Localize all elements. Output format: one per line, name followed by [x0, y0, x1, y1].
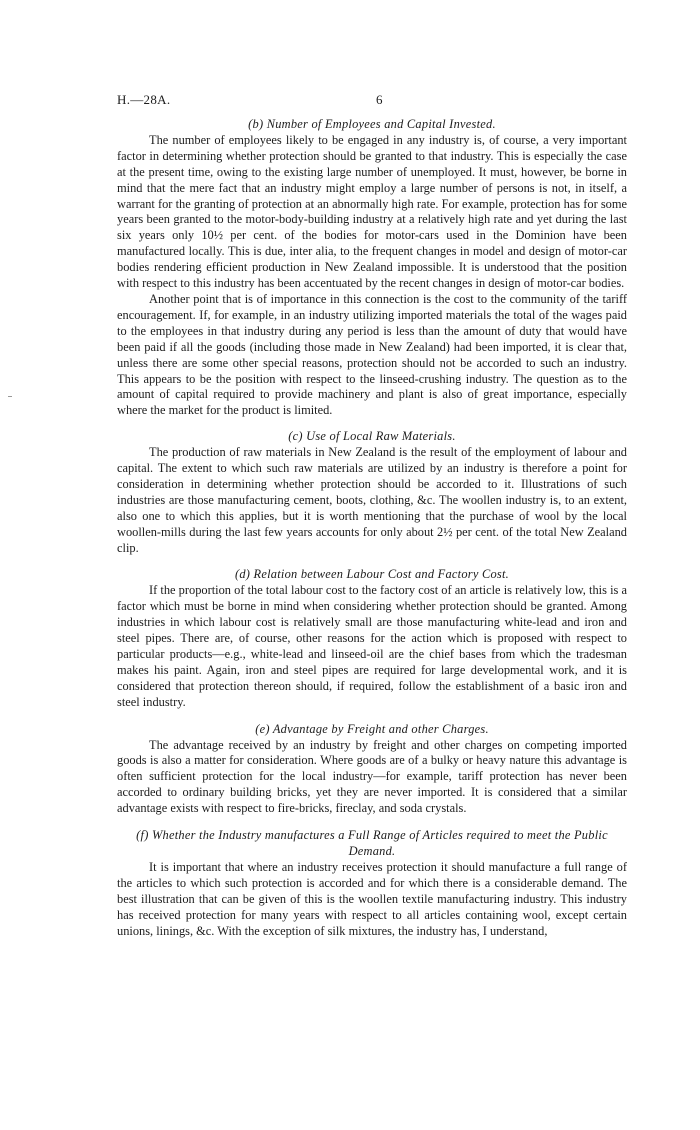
paragraph: The number of employees likely to be engaged in any industry is, of course, a very important factor in determining whether protection should be granted to that industry. This is especially the case at the present time, owing to the existing large number of unemployed. It must, however, be borne in mind that the mere fact that an industry might employ a large number of persons is not, in itself, a warrant for the granting of protection at an abnormally high rate. For example, protection has for some years been granted to the motor-body-building industry at a relatively high rate and yet during the last six years only 10½ per cent. of the bodies for motor-cars used in the Dominion have been manufactured locally. This is due, inter alia, to the frequent changes in model and design of motor-car bodies rendering efficient production in New Zealand impossible. It is understood that the position with respect to this industry has been accentuated by the recent changes in design of motor-car bodies.	[117, 132, 627, 291]
section-heading-c: (c) Use of Local Raw Materials.	[288, 429, 456, 444]
paragraph: Another point that is of importance in this connection is the cost to the community of the tariff encouragement. If, for example, in an industry utilizing imported materials the total of the wages paid to the employees in that industry during any period is less than the amount of duty that would have been paid if all the goods (including those made in New Zealand) had been imported, it is clear that, unless there are some other special reasons, protection should not be accorded to such an industry. This appears to be the position with respect to the linseed-crushing industry. The question as to the amount of capital required to provide machinery and plant is also of great importance, especially where the market for the product is limited.	[117, 291, 627, 418]
page-header	[117, 92, 627, 108]
paragraph: It is important that where an industry receives protection it should manufacture a full range of the articles to which such protection is accorded and for which there is a considerable demand. The best illustration that can be given of this is the woollen textile manufacturing industry. This industry has received protection for many years with respect to all articles containing wool, except certain unions, linings, &c. With the exception of silk mixtures, the industry has, I understand,	[117, 859, 627, 938]
paragraph: The advantage received by an industry by freight and other charges on competing imported goods is also a matter for consideration. Where goods are of a bulky or heavy nature this advantage is often sufficient protection for the local industry—for example, tariff protection has never been accorded to ordinary building bricks, yet they are never imported. It is considered that a similar advantage exists with respect to fire-bricks, fireclay, and soda crystals.	[117, 737, 627, 816]
document-reference: H.—28A.	[117, 92, 171, 107]
document-body	[117, 117, 627, 939]
paragraph: The production of raw materials in New Zealand is the result of the employment of labour and capital. The extent to which such raw materials are utilized by an industry is therefore a point for consideration in determining whether protection should be accorded to it. Illustrations of such industries are those manufacturing cement, boots, clothing, &c. The woollen industry is, to an extent, also one to which this applies, but it is worth mentioning that the purchase of wool by the local woollen-mills during the last few years accounts for only about 2½ per cent. of the total New Zealand clip.	[117, 445, 627, 555]
paragraph: If the proportion of the total labour cost to the factory cost of an article is relatively low, this is a factor which must be borne in mind when considering whether protection should be granted. Among industries in which labour cost is relatively small are those manufacturing white-lead and iron and steel pipes. There are, of course, other reasons for the action which is proposed with respect to particular products—e.g., white-lead and linseed-oil are the chief bases from which the tradesman makes his paint. Again, iron and steel pipes are required for large developmental work, and it is considered that protection thereon should, if required, follow the establishment of a basic iron and steel industry.	[117, 583, 627, 709]
section-heading-b: (b) Number of Employees and Capital Invested.	[248, 117, 496, 131]
page-number: 6	[376, 92, 383, 107]
section-heading-f: (f) Whether the Industry manufactures a Full Range of Articles required to meet the Public Demand.	[136, 828, 608, 858]
margin-mark	[8, 396, 12, 397]
section-heading-e: (e) Advantage by Freight and other Charges.	[255, 721, 489, 736]
section-heading-d: (d) Relation between Labour Cost and Factory Cost.	[234, 567, 510, 582]
